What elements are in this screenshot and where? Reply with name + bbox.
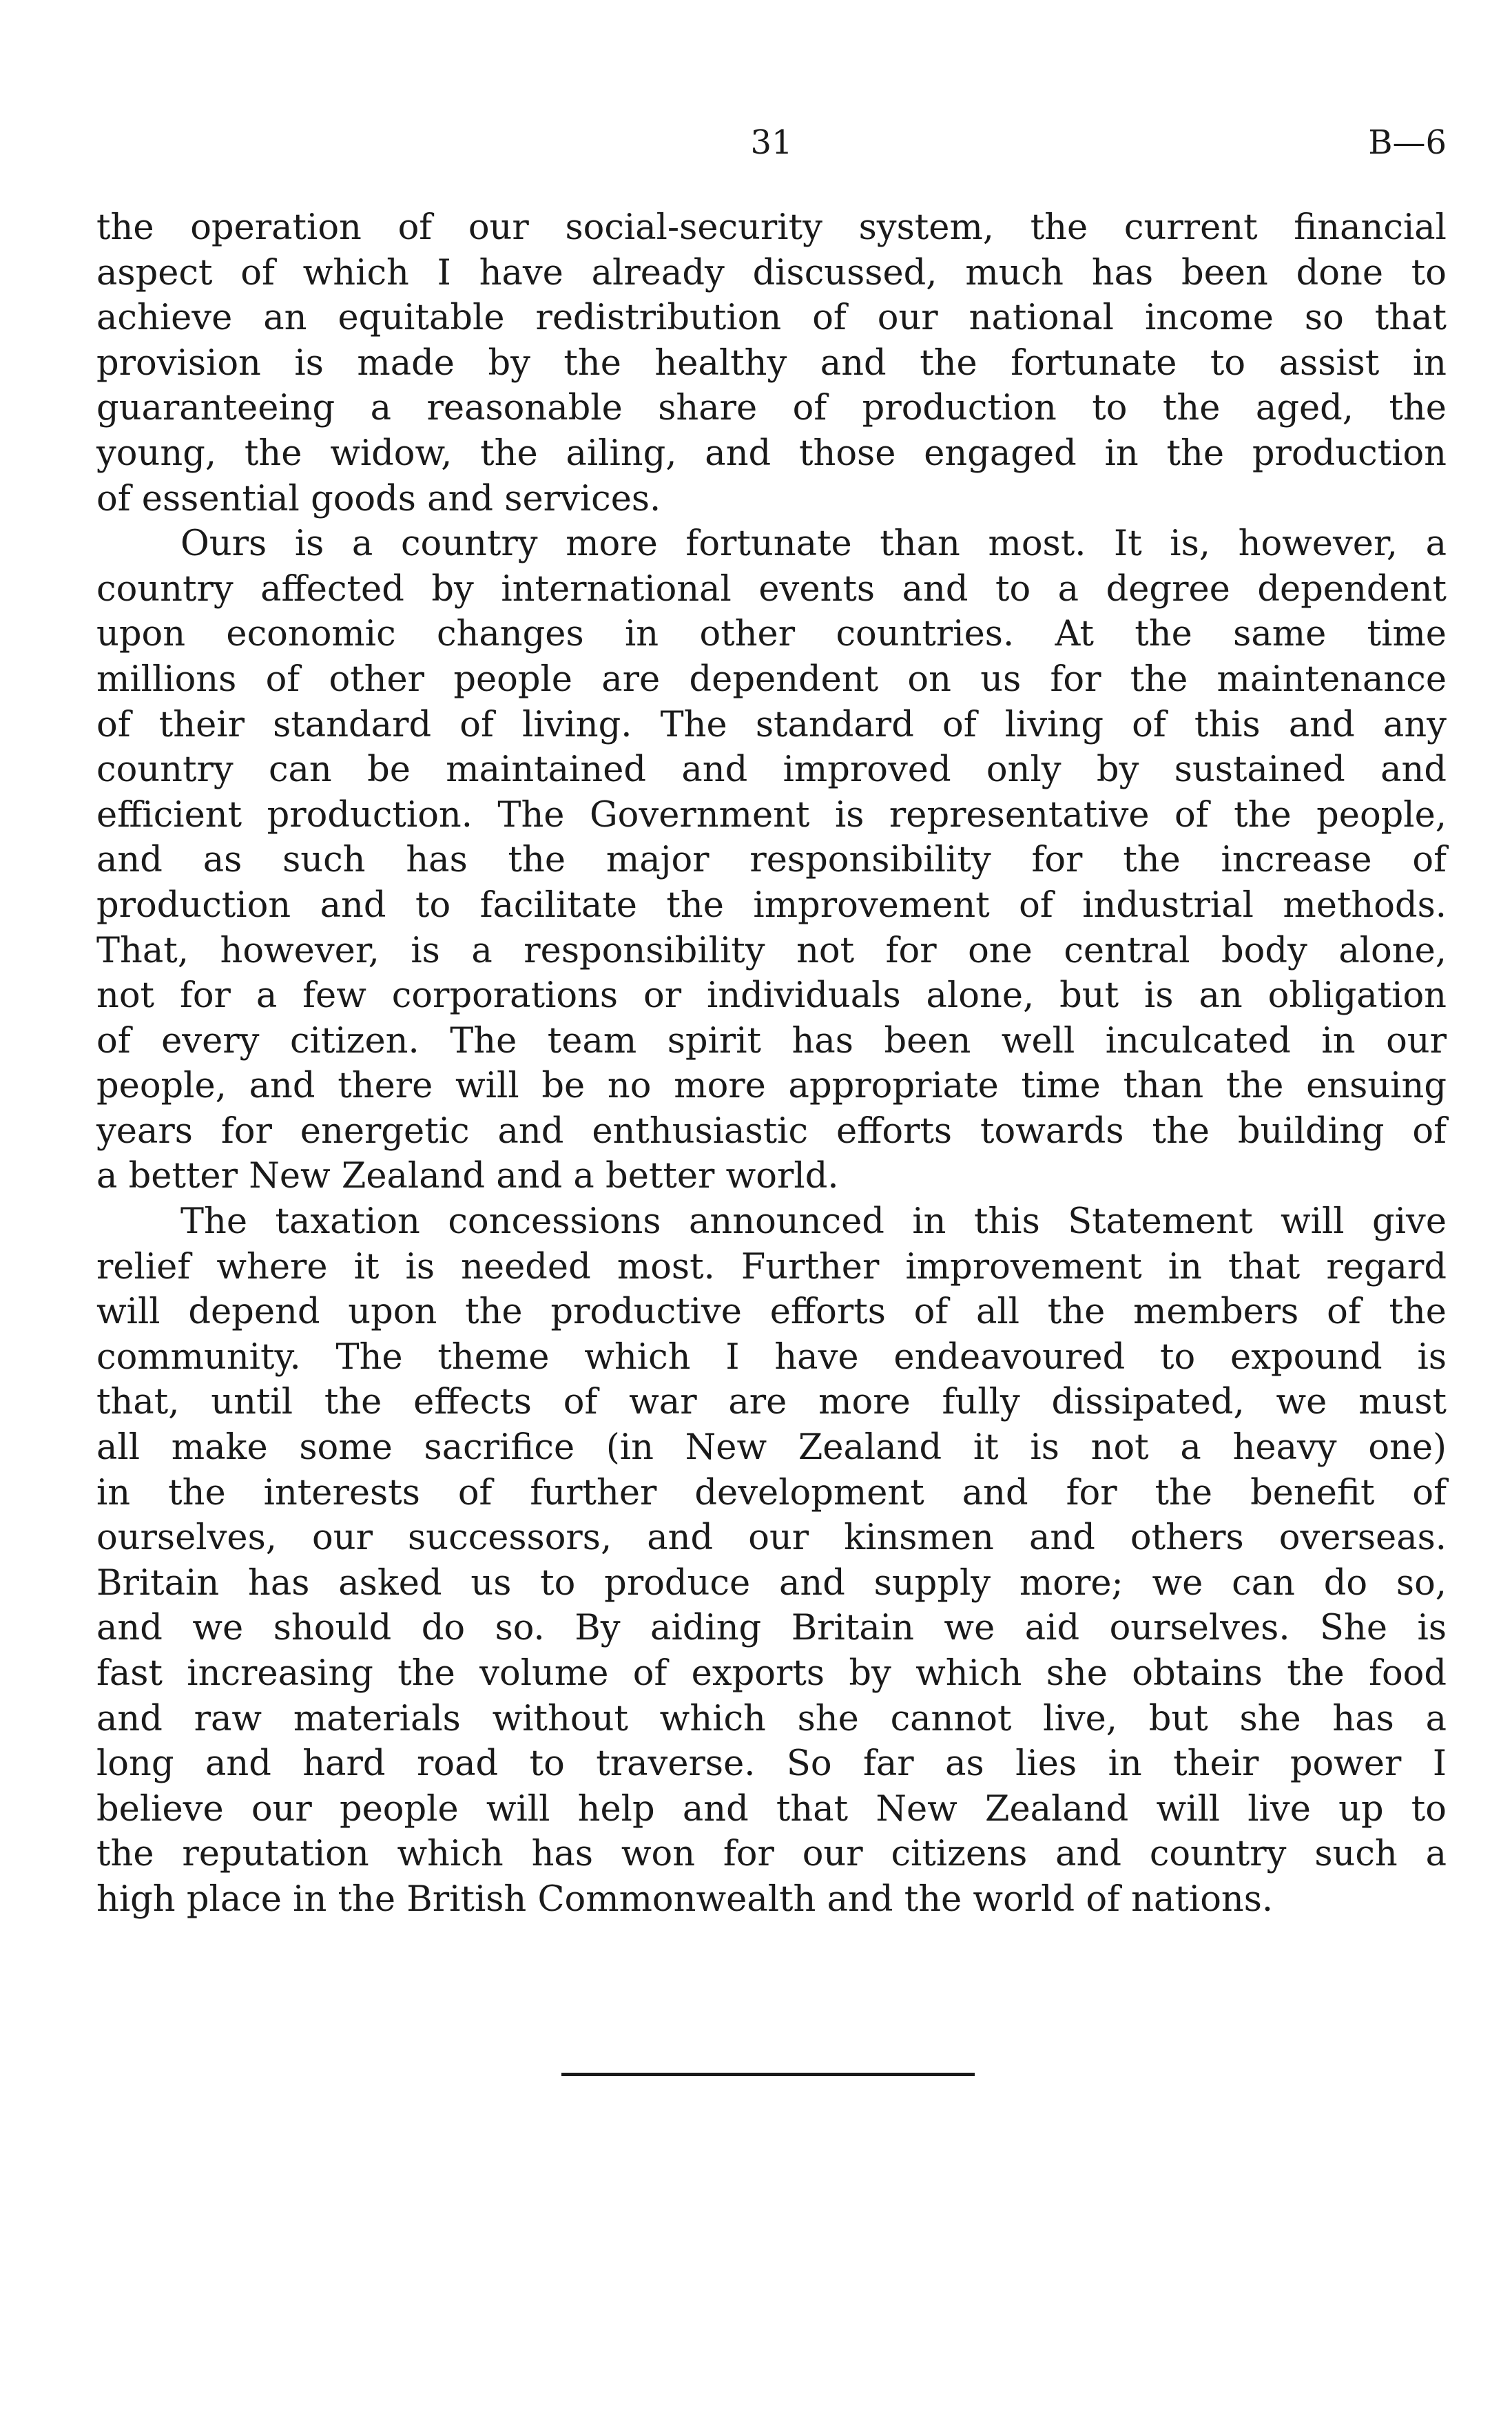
paragraph-2-line: That, however, is a responsibility not for one central body alone, [96,930,1447,971]
paragraph-3-line: will depend upon the productive efforts of all the members of the [96,1292,1447,1333]
paragraph-3-line: community. The theme which I have endeavoured to expound is [96,1336,1447,1378]
paragraph-2-line: not for a few corporations or individuals alone, but is an obligation [96,975,1447,1017]
paragraph-2-line: a better New Zealand and a better world. [96,1156,839,1197]
body-text [96,205,1447,1923]
paragraph-1-line: guaranteeing a reasonable share of production to the aged, the [96,388,1447,429]
page-header [96,118,1447,167]
paragraph-2-line: production and to facilitate the improvement of industrial methods. [96,884,1447,926]
paragraph-2-line: of every citizen. The team spirit has been well inculcated in our [96,1020,1447,1061]
paragraph-2-line: country affected by international events and to a degree dependent [96,568,1447,610]
paragraph-2-line: people, and there will be no more appropriate time than the ensuing [96,1066,1447,1107]
paragraph-3-line: relief where it is needed most. Further improvement in that regard [96,1246,1447,1287]
paragraph-2-line: millions of other people are dependent on us for the maintenance [96,659,1447,700]
paragraph-3-line: in the interests of further development and for the benefit of [96,1472,1447,1513]
paragraph-1-line: aspect of which I have already discussed, much has been done to [96,252,1447,293]
paragraph-1-line: of essential goods and services. [96,478,661,519]
paragraph-1-line: the operation of our social-security system, the current financial [96,207,1447,248]
paragraph-3-line: all make some sacrifice (in New Zealand it is not a heavy one) [96,1427,1447,1469]
paragraph-2-line: country can be maintained and improved only by sustained and [96,749,1447,791]
paragraph-1-line: achieve an equitable redistribution of our national income so that [96,298,1447,339]
paragraph-1-line: provision is made by the healthy and the fortunate to assist in [96,342,1447,384]
paragraph-3-line: Britain has asked us to produce and supply more; we can do so, [96,1562,1447,1604]
paragraph-3-line: and raw materials without which she cannot live, but she has a [96,1698,1447,1739]
paragraph-2-line: efficient production. The Government is representative of the people, [96,794,1447,836]
paragraph-2-line: years for energetic and enthusiastic efforts towards the building of [96,1110,1447,1152]
paragraph-2-line: of their standard of living. The standard of living of this and any [96,704,1447,745]
paragraph-3-line: believe our people will help and that New Zealand will live up to [96,1788,1447,1830]
paragraph-3-line: that, until the effects of war are more fully dissipated, we must [96,1382,1447,1423]
paragraph-2-line: upon economic changes in other countries. At the same time [96,614,1447,655]
paragraph-1-line: young, the widow, the ailing, and those engaged in the production [96,433,1447,474]
paragraph-3-line: ourselves, our successors, and our kinsmen and others overseas. [96,1518,1447,1559]
paragraph-3-line: long and hard road to traverse. So far as lies in their power I [96,1743,1447,1785]
paragraph-3-line: high place in the British Commonwealth and the world of nations. [96,1878,1274,1920]
paragraph-2-line: and as such has the major responsibility for the increase of [96,840,1447,881]
paragraph-2-line: Ours is a country more fortunate than most. It is, however, a [180,524,1447,565]
paragraph-3-line: fast increasing the volume of exports by which she obtains the food [96,1653,1447,1694]
paragraph-3-line: The taxation concessions announced in this Statement will give [180,1201,1447,1243]
document-reference: B—6 [1368,123,1447,162]
end-rule-divider [561,2073,975,2076]
paragraph-3-line: the reputation which has won for our citizens and country such a [96,1834,1447,1875]
paragraph-3-line: and we should do so. By aiding Britain we aid ourselves. She is [96,1608,1447,1649]
page-number: 31 [750,123,793,162]
